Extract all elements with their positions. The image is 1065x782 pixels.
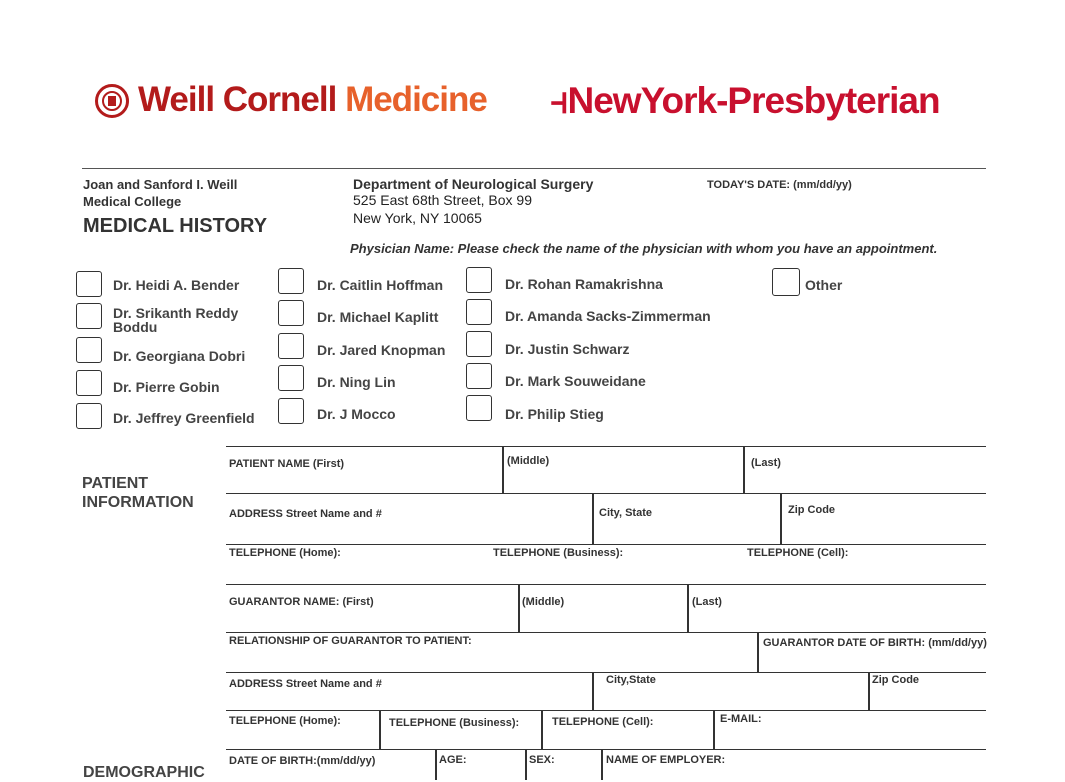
guarantor-city-state-field[interactable]: City,State — [606, 674, 656, 686]
weill-cornell-medicine-logo: Weill Cornell Medicine — [138, 80, 487, 119]
checkbox-greenfield[interactable] — [76, 403, 102, 429]
todays-date-label: TODAY'S DATE: (mm/dd/yy) — [707, 179, 852, 191]
form-divider — [868, 672, 870, 710]
checkbox-sacks-zimmerman[interactable] — [466, 299, 492, 325]
patient-last-name-field[interactable]: (Last) — [751, 457, 781, 469]
college-name-line1: Joan and Sanford I. Weill — [83, 177, 238, 192]
form-divider — [592, 493, 594, 544]
guarantor-dob-field[interactable]: GUARANTOR DATE OF BIRTH: (mm/dd/yy) — [763, 637, 987, 649]
guarantor-tel-home-field[interactable]: TELEPHONE (Home): — [229, 715, 341, 727]
form-divider — [713, 710, 715, 749]
physician-hoffman: Dr. Caitlin Hoffman — [317, 277, 444, 293]
checkbox-other[interactable] — [772, 268, 800, 296]
form-line — [226, 710, 986, 711]
checkbox-knopman[interactable] — [278, 333, 304, 359]
checkbox-stieg[interactable] — [466, 395, 492, 421]
address-line1: 525 East 68th Street, Box 99 — [353, 192, 533, 208]
physician-lin: Dr. Ning Lin — [317, 374, 396, 390]
sex-field[interactable]: SEX: — [529, 754, 555, 766]
employer-field[interactable]: NAME OF EMPLOYER: — [606, 754, 726, 766]
header-rule — [82, 168, 986, 169]
checkbox-lin[interactable] — [278, 365, 304, 391]
address-line2: New York, NY 10065 — [353, 210, 482, 226]
form-line — [226, 632, 986, 633]
physician-instruction: Physician Name: Please check the name of the physician with whom you have an appointment. — [350, 241, 938, 256]
form-divider — [435, 749, 437, 780]
physician-boddu: Dr. Srikanth Reddy Boddu — [113, 305, 239, 335]
guarantor-zip-field[interactable]: Zip Code — [872, 674, 920, 686]
section-patient-information: PATIENT INFORMATION — [82, 475, 194, 511]
checkbox-bender[interactable] — [76, 271, 102, 297]
physician-schwarz: Dr. Justin Schwarz — [505, 341, 630, 357]
patient-address-field[interactable]: ADDRESS Street Name and # — [229, 508, 382, 520]
guarantor-middle-name-field[interactable]: (Middle) — [522, 596, 565, 608]
patient-first-name-field[interactable]: PATIENT NAME (First) — [229, 458, 345, 470]
college-name-line2: Medical College — [83, 194, 182, 209]
form-divider — [757, 632, 759, 672]
physician-greenfield: Dr. Jeffrey Greenfield — [113, 410, 255, 426]
patient-city-state-field[interactable]: City, State — [599, 507, 652, 519]
form-divider — [780, 493, 782, 544]
physician-sacks-zimmerman: Dr. Amanda Sacks-Zimmerman — [505, 308, 711, 324]
guarantor-tel-cell-field[interactable]: TELEPHONE (Cell): — [552, 716, 654, 728]
nyp-mark-icon: ⫞ — [550, 80, 568, 121]
form-line — [226, 493, 986, 494]
guarantor-first-name-field[interactable]: GUARANTOR NAME: (First) — [229, 596, 374, 608]
form-line — [226, 544, 986, 545]
form-line — [226, 446, 986, 447]
newyork-presbyterian-logo: ⫞NewYork-Presbyterian — [550, 80, 940, 121]
form-divider — [518, 584, 520, 632]
physician-souweidane: Dr. Mark Souweidane — [505, 373, 646, 389]
physician-dobri: Dr. Georgiana Dobri — [113, 348, 246, 364]
form-divider — [525, 749, 527, 780]
physician-kaplitt: Dr. Michael Kaplitt — [317, 309, 439, 325]
department-name: Department of Neurological Surgery — [353, 176, 594, 192]
weill-cornell-seal-icon — [95, 84, 129, 118]
physician-other: Other — [805, 277, 843, 293]
form-divider — [687, 584, 689, 632]
checkbox-boddu[interactable] — [76, 303, 102, 329]
checkbox-kaplitt[interactable] — [278, 300, 304, 326]
physician-knopman: Dr. Jared Knopman — [317, 342, 446, 358]
guarantor-last-name-field[interactable]: (Last) — [692, 596, 722, 608]
patient-tel-business-field[interactable]: TELEPHONE (Business): — [493, 547, 624, 559]
form-line — [226, 584, 986, 585]
guarantor-relationship-field[interactable]: RELATIONSHIP OF GUARANTOR TO PATIENT: — [229, 635, 472, 647]
dob-field[interactable]: DATE OF BIRTH:(mm/dd/yy) — [229, 755, 376, 767]
checkbox-gobin[interactable] — [76, 370, 102, 396]
physician-gobin: Dr. Pierre Gobin — [113, 379, 220, 395]
form-divider — [743, 446, 745, 493]
patient-middle-name-field[interactable]: (Middle) — [507, 455, 550, 467]
form-line — [226, 749, 986, 750]
checkbox-ramakrishna[interactable] — [466, 267, 492, 293]
form-divider — [601, 749, 603, 780]
age-field[interactable]: AGE: — [439, 754, 467, 766]
checkbox-hoffman[interactable] — [278, 268, 304, 294]
physician-mocco: Dr. J Mocco — [317, 406, 396, 422]
checkbox-schwarz[interactable] — [466, 331, 492, 357]
form-divider — [379, 710, 381, 749]
page-title: MEDICAL HISTORY — [83, 215, 268, 237]
guarantor-email-field[interactable]: E-MAIL: — [720, 713, 762, 725]
patient-zip-field[interactable]: Zip Code — [788, 504, 836, 516]
checkbox-souweidane[interactable] — [466, 363, 492, 389]
patient-tel-cell-field[interactable]: TELEPHONE (Cell): — [747, 547, 849, 559]
physician-stieg: Dr. Philip Stieg — [505, 406, 604, 422]
form-divider — [541, 710, 543, 749]
section-demographic: DEMOGRAPHIC — [83, 764, 205, 781]
form-divider — [502, 446, 504, 493]
physician-ramakrishna: Dr. Rohan Ramakrishna — [505, 276, 663, 292]
physician-bender: Dr. Heidi A. Bender — [113, 277, 240, 293]
checkbox-mocco[interactable] — [278, 398, 304, 424]
guarantor-tel-business-field[interactable]: TELEPHONE (Business): — [389, 717, 520, 729]
guarantor-address-field[interactable]: ADDRESS Street Name and # — [229, 678, 382, 690]
form-divider — [592, 672, 594, 710]
patient-tel-home-field[interactable]: TELEPHONE (Home): — [229, 547, 341, 559]
form-line — [226, 672, 986, 673]
checkbox-dobri[interactable] — [76, 337, 102, 363]
